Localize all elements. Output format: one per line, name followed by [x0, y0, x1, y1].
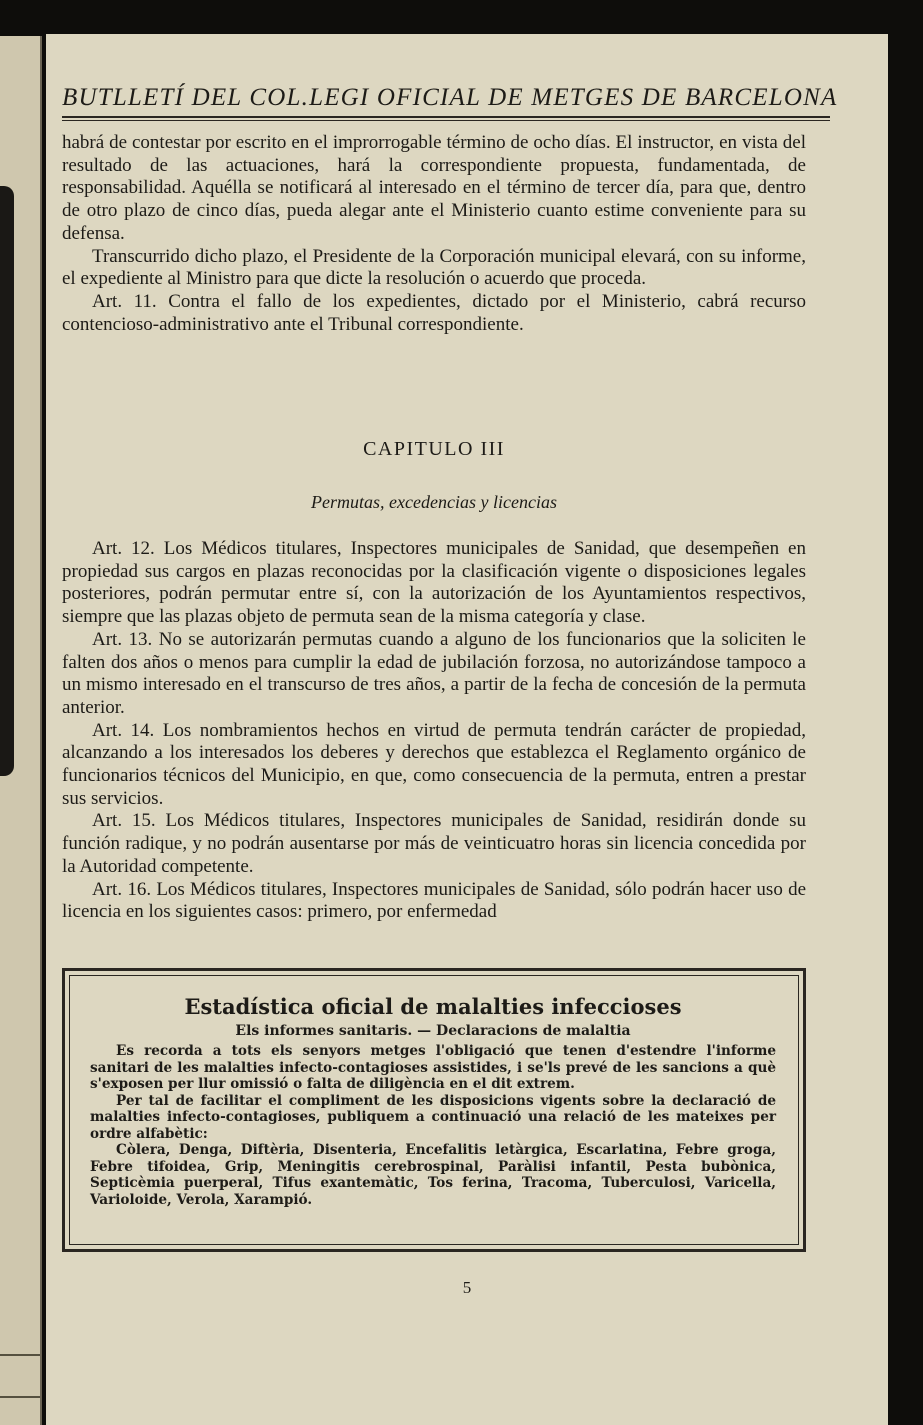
notice-subtitle: Els informes sanitaris. — Declaracions de malaltia [235, 1023, 631, 1039]
disease-list: Còlera, Denga, Diftèria, Disenteria, Encefalitis letàrgica, Escarlatina, Febre groga, Febre tifoidea, Grip, Meningitis cerebrospinal, Paràlisi infantil, Pesta bubònica, Septicèmia puerperal, Tifus exantemàtic, Tos ferina, Tracoma, Tuberculosi, Varicella, Varioloide, Verola, Xarampió. [90, 1142, 776, 1208]
notice-paragraph: Es recorda a tots els senyors metges l'obligació que tenen d'estendre l'informe sanitari de les malalties infecto-contagioses assistides, i se'ls prevé de les sancions a què s'exposen per llur omissió o falta de diligència en el dit extrem. [90, 1043, 776, 1092]
notice-body [90, 1043, 776, 1208]
adjacent-page-edge [0, 36, 42, 1425]
article-12: Art. 12. Los Médicos titulares, Inspectores municipales de Sanidad, que desempeñen en propiedad sus cargos en plazas reconocidas por la clasificación vigente o disposiciones legales posteriores, podrán permutar entre sí, con la autorización de los Ayuntamientos respectivos, siempre que las plazas objeto de permuta sean de la misma categoría y clase. [62, 538, 806, 628]
article-14: Art. 14. Los nombramientos hechos en virtud de permuta tendrán carácter de propiedad, alcanzando a los interesados los deberes y derechos que establezca el Reglamento orgánico de funcionarios técnicos del Municipio, en que, como consecuencia de la permuta, entren a prestar sus servicios. [62, 719, 806, 809]
articles-section [62, 538, 806, 924]
notice-paragraph: Per tal de facilitar el compliment de les disposicions vigents sobre la declaració de malalties infecto-contagioses, publiquem a continuació una relació de les mateixes per ordre alfabètic: [90, 1092, 776, 1142]
page-edge-lines [0, 1354, 40, 1398]
document-page [46, 34, 888, 1425]
paragraph: habrá de contestar por escrito en el improrrogable término de ocho días. El instructor, en vista del resultado de las actuaciones, hará la correspondiente propuesta, fundamentada, de responsabilidad. Aquélla se notificará al interesado en el término de tercer día, para que, dentro de otro plazo de cinco días, pueda alegar ante el Ministerio cuanto estime conveniente para su defensa. [62, 132, 806, 244]
chapter-title: CAPITULO III [363, 438, 505, 460]
intro-text [62, 132, 806, 336]
article-11: Art. 11. Contra el fallo de los expedientes, dictado por el Ministerio, cabrá recurso contencioso-administrativo ante el Tribunal correspondiente. [62, 290, 806, 335]
paragraph: Transcurrido dicho plazo, el Presidente de la Corporación municipal elevará, con su informe, el expediente al Ministro para que dicte la resolución o acuerdo que proceda. [62, 245, 806, 290]
header-rule [62, 116, 830, 121]
chapter-subtitle: Permutas, excedencias y licencias [311, 492, 557, 512]
page-number: 5 [462, 1278, 472, 1297]
running-head: BUTLLETÍ DEL COL.LEGI OFICIAL DE METGES DE BARCELONA [62, 84, 838, 111]
binding-shadow [0, 186, 14, 776]
article-13: Art. 13. No se autorizarán permutas cuando a alguno de los funcionarios que la soliciten le falten dos años o menos para cumplir la edad de jubilación forzosa, no autorizándose tampoco a un mismo interesado en el transcurso de tres años, a partir de la fecha de concesión de la permuta anterior. [62, 628, 806, 718]
notice-box [62, 968, 806, 1252]
article-15: Art. 15. Los Médicos titulares, Inspectores municipales de Sanidad, residirán donde su función radique, y no podrán ausentarse por más de veinticuatro horas sin licencia concedida por la Autoridad competente. [62, 810, 806, 877]
notice-title: Estadística oficial de malalties infeccioses [184, 994, 682, 1019]
article-16: Art. 16. Los Médicos titulares, Inspectores municipales de Sanidad, sólo podrán hacer uso de licencia en los siguientes casos: primero, por enfermedad [62, 878, 806, 923]
notice-inner-frame [69, 975, 799, 1245]
